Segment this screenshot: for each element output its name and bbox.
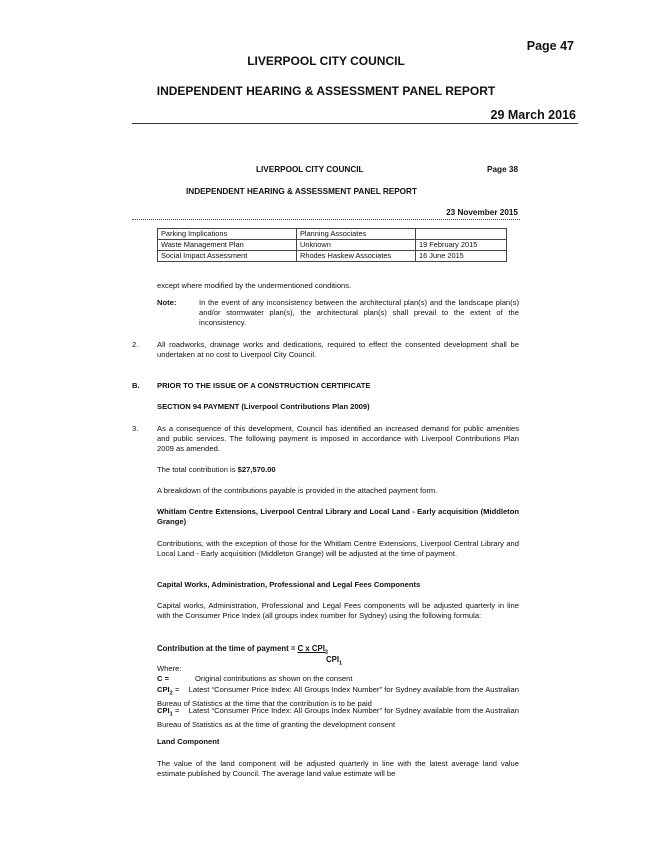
table-row: [158, 251, 507, 262]
section-letter: B.: [132, 381, 140, 390]
table-row: [158, 240, 507, 251]
cpi1-sub: 1: [169, 711, 173, 718]
table-cell: Waste Management Plan: [158, 240, 297, 251]
cpi2-label: [157, 685, 173, 697]
table-cell: 16 June 2015: [416, 251, 507, 262]
except-line: except where modified by the undermentioned conditions.: [157, 281, 352, 290]
council-name: LIVERPOOL CITY COUNCIL: [247, 54, 405, 68]
table-cell: Parking Implications: [158, 229, 297, 240]
item-text: As a consequence of this development, Council has identified an increased demand for public amenities and public services. The following payment is imposed in accordance with Liverpool Contributions Plan 2009 as amended.: [157, 424, 519, 454]
formula-den-sub: 1: [339, 660, 343, 667]
formula-num-text: C x CPI: [297, 644, 325, 653]
cpi1-label: [157, 706, 173, 718]
table-cell: Rhodes Haskew Associates: [297, 251, 416, 262]
note-label: Note:: [157, 298, 177, 307]
formula-numerator: [297, 644, 328, 656]
cpi2-sub: 2: [169, 690, 173, 697]
capital-text: Capital works, Administration, Professional and Legal Fees components will be adjusted quarterly in line with the Consumer Price Index (all groups index number for Sydney) using the following formula:: [157, 601, 519, 621]
report-date: 29 March 2016: [490, 108, 576, 122]
capital-heading: Capital Works, Administration, Professional and Legal Fees Components: [157, 580, 421, 589]
s94-heading: SECTION 94 PAYMENT (Liverpool Contributions Plan 2009): [157, 402, 370, 411]
cpi2-label-text: CPI: [157, 685, 170, 694]
cpi2-text: = Latest “Consumer Price Index: All Groups Index Number” for Sydney available from the Australian Bureau of Statistics at the time that the contribution is to be paid: [157, 685, 519, 708]
header-divider: [132, 123, 578, 124]
where-label: Where:: [157, 664, 182, 673]
table-cell: Unknown: [297, 240, 416, 251]
table-cell: Planning Associates: [297, 229, 416, 240]
land-text: The value of the land component will be adjusted quarterly in line with the latest average land value estimate published by Council. The average land value estimate will be: [157, 759, 519, 779]
documents-table: [157, 228, 507, 262]
formula-num-sub: 2: [324, 649, 328, 656]
table-cell: Social Impact Assessment: [158, 251, 297, 262]
where-c: [157, 674, 519, 684]
c-label: C =: [157, 674, 170, 683]
inner-report-title: INDEPENDENT HEARING & ASSESSMENT PANEL REPORT: [186, 187, 417, 196]
inner-report-date: 23 November 2015: [446, 208, 518, 217]
cpi1-label-text: CPI: [157, 706, 170, 715]
page-number: Page 47: [526, 39, 574, 53]
note-text: In the event of any inconsistency between the architectural plan(s) and the landscape plan(s) and/or stormwater plan(s), the architectural plan(s) shall prevail to the extent of the inconsistency.: [199, 298, 519, 328]
formula: [157, 644, 328, 656]
section-heading: PRIOR TO THE ISSUE OF A CONSTRUCTION CERTIFICATE: [157, 381, 371, 390]
cpi1-text: = Latest “Consumer Price Index: All Groups Index Number” for Sydney available from the Australian Bureau of Statistics as at the time of granting the development consent: [157, 706, 519, 729]
report-title: INDEPENDENT HEARING & ASSESSMENT PANEL REPORT: [156, 84, 496, 98]
total-prefix: The total contribution is: [157, 465, 238, 474]
c-text: Original contributions as shown on the consent: [195, 674, 353, 683]
land-heading: Land Component: [157, 737, 220, 746]
inner-header-divider: [132, 219, 520, 220]
table-cell: [416, 229, 507, 240]
formula-lhs: Contribution at the time of payment =: [157, 644, 298, 653]
whitlam-heading: Whitlam Centre Extensions, Liverpool Central Library and Local Land - Early acquisition (Middleton Grange): [157, 507, 519, 527]
formula-den-text: CPI: [326, 655, 339, 664]
breakdown-text: A breakdown of the contributions payable is provided in the attached payment form.: [157, 486, 438, 495]
inner-council-name: LIVERPOOL CITY COUNCIL: [256, 165, 364, 174]
total-amount: $27,570.00: [237, 465, 276, 474]
table-cell: 19 February 2015: [416, 240, 507, 251]
whitlam-text: Contributions, with the exception of those for the Whitlam Centre Extensions, Liverpool Central Library and Local Land - Early acquisition (Middleton Grange) will be adjusted at the time of payment.: [157, 539, 519, 559]
inner-page-number: Page 38: [487, 165, 518, 174]
where-cpi1: [157, 706, 519, 730]
item-number: 3.: [132, 424, 139, 433]
total-contribution: [157, 465, 519, 475]
item-text: All roadworks, drainage works and dedications, required to effect the consented development shall be undertaken at no cost to Liverpool City Council.: [157, 340, 519, 360]
item-number: 2.: [132, 340, 139, 349]
table-row: [158, 229, 507, 240]
